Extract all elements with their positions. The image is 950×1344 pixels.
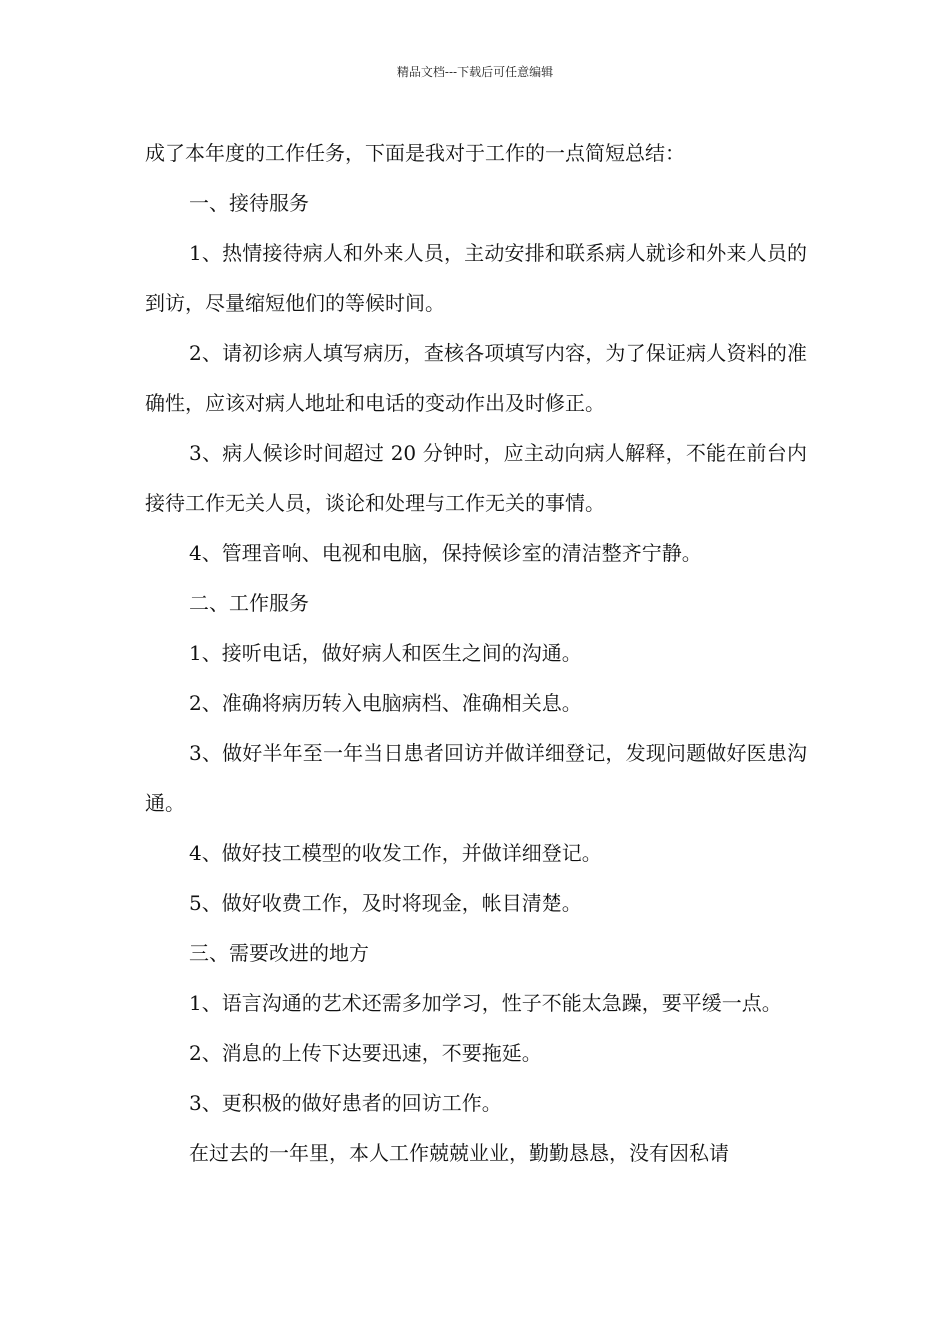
paragraph-reception-1: 1、热情接待病人和外来人员，主动安排和联系病人就诊和外来人员的到访，尽量缩短他们的等候时间。 xyxy=(145,241,807,315)
paragraph-reception-2: 2、请初诊病人填写病历，查核各项填写内容，为了保证病人资料的准确性，应该对病人地址和电话的变动作出及时修正。 xyxy=(145,341,807,415)
paragraph-work-2: 2、准确将病历转入电脑病档、准确相关息。 xyxy=(189,691,582,715)
page-header: 精品文档---下载后可任意编辑 xyxy=(396,65,554,79)
section-heading-improvement: 三、需要改进的地方 xyxy=(189,941,369,965)
section-heading-work: 二、工作服务 xyxy=(189,591,309,615)
paragraph-improvement-3: 3、更积极的做好患者的回访工作。 xyxy=(189,1091,502,1115)
paragraph-work-1: 1、接听电话，做好病人和医生之间的沟通。 xyxy=(189,641,582,665)
paragraph-reception-4: 4、管理音响、电视和电脑，保持候诊室的清洁整齐宁静。 xyxy=(189,541,702,565)
paragraph-work-3: 3、做好半年至一年当日患者回访并做详细登记，发现问题做好医患沟通。 xyxy=(145,741,807,815)
document-body xyxy=(145,128,807,1178)
paragraph-closing: 在过去的一年里，本人工作兢兢业业，勤勤恳恳，没有因私请 xyxy=(189,1141,729,1165)
paragraph-reception-3: 3、病人候诊时间超过 20 分钟时，应主动向病人解释，不能在前台内接待工作无关人员，谈论和处理与工作无关的事情。 xyxy=(145,441,807,515)
paragraph-improvement-2: 2、消息的上传下达要迅速，不要拖延。 xyxy=(189,1041,542,1065)
section-heading-reception: 一、接待服务 xyxy=(189,191,309,215)
paragraph-work-4: 4、做好技工模型的收发工作，并做详细登记。 xyxy=(189,841,602,865)
paragraph-improvement-1: 1、语言沟通的艺术还需多加学习，性子不能太急躁，要平缓一点。 xyxy=(189,991,782,1015)
paragraph-work-5: 5、做好收费工作，及时将现金，帐目清楚。 xyxy=(189,891,582,915)
paragraph-intro: 成了本年度的工作任务，下面是我对于工作的一点简短总结： xyxy=(145,141,685,165)
